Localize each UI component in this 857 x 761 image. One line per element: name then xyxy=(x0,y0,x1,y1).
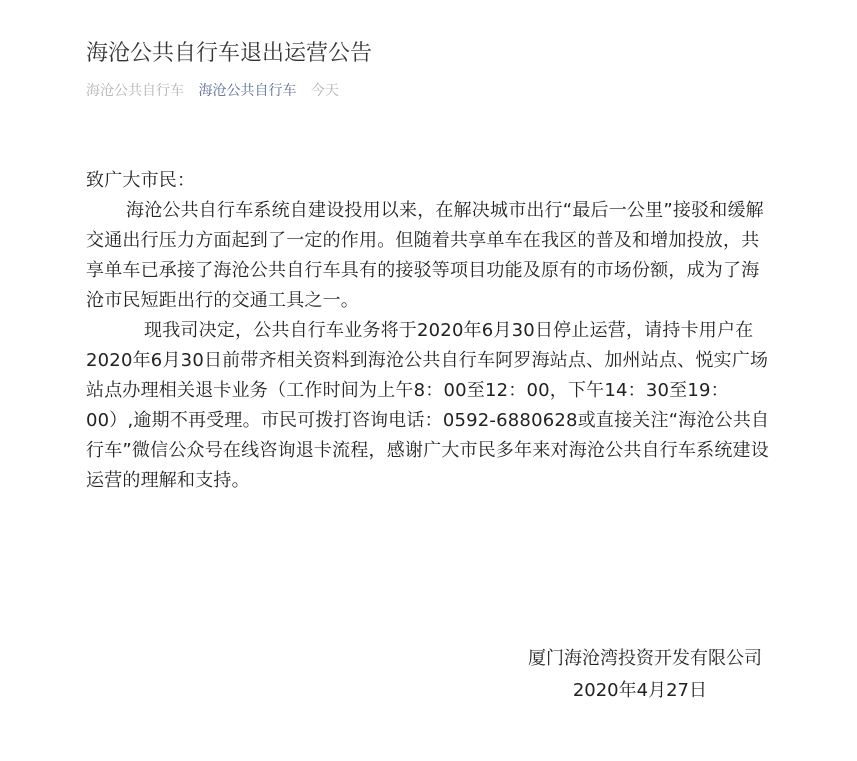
original-label: 海沧公共自行车 xyxy=(86,83,184,99)
article-meta xyxy=(86,81,349,101)
publish-time: 今天 xyxy=(310,83,339,99)
signature-block xyxy=(86,643,762,707)
signature-date: 2020年4月27日 xyxy=(572,680,707,701)
paragraph-2: 现我司决定，公共自行车业务将于2020年6月30日停止运营，请持卡用户在2020年6月30日前带齐相关资料到海沧公共自行车阿罗海站点、加州站点、悦实广场站点办理相关退卡业务（工作时间为上午8：00至12：00，下午14：30至19：00）,逾期不再受理。市民可拨打咨询电话：0592-6880628或直接关注“海沧公共自行车”微信公众号在线咨询退卡流程，感谢广大市民多年来对海沧公共自行车系统建设运营的理解和支持。 xyxy=(86,320,770,491)
greeting: 致广大市民： xyxy=(86,170,196,191)
paragraph-1: 海沧公共自行车系统自建设投用以来，在解决城市出行“最后一公里”接驳和缓解交通出行压力方面起到了一定的作用。但随着共享单车在我区的普及和增加投放，共享单车已承接了海沧公共自行车具有的接驳等项目功能及原有的市场份额，成为了海沧市民短距出行的交通工具之一。 xyxy=(86,200,764,311)
article-title: 海沧公共自行车退出运营公告 xyxy=(86,41,373,66)
account-name-link[interactable]: 海沧公共自行车 xyxy=(198,83,297,99)
article-content xyxy=(86,166,776,496)
signature-company: 厦门海沧湾投资开发有限公司 xyxy=(528,648,762,669)
